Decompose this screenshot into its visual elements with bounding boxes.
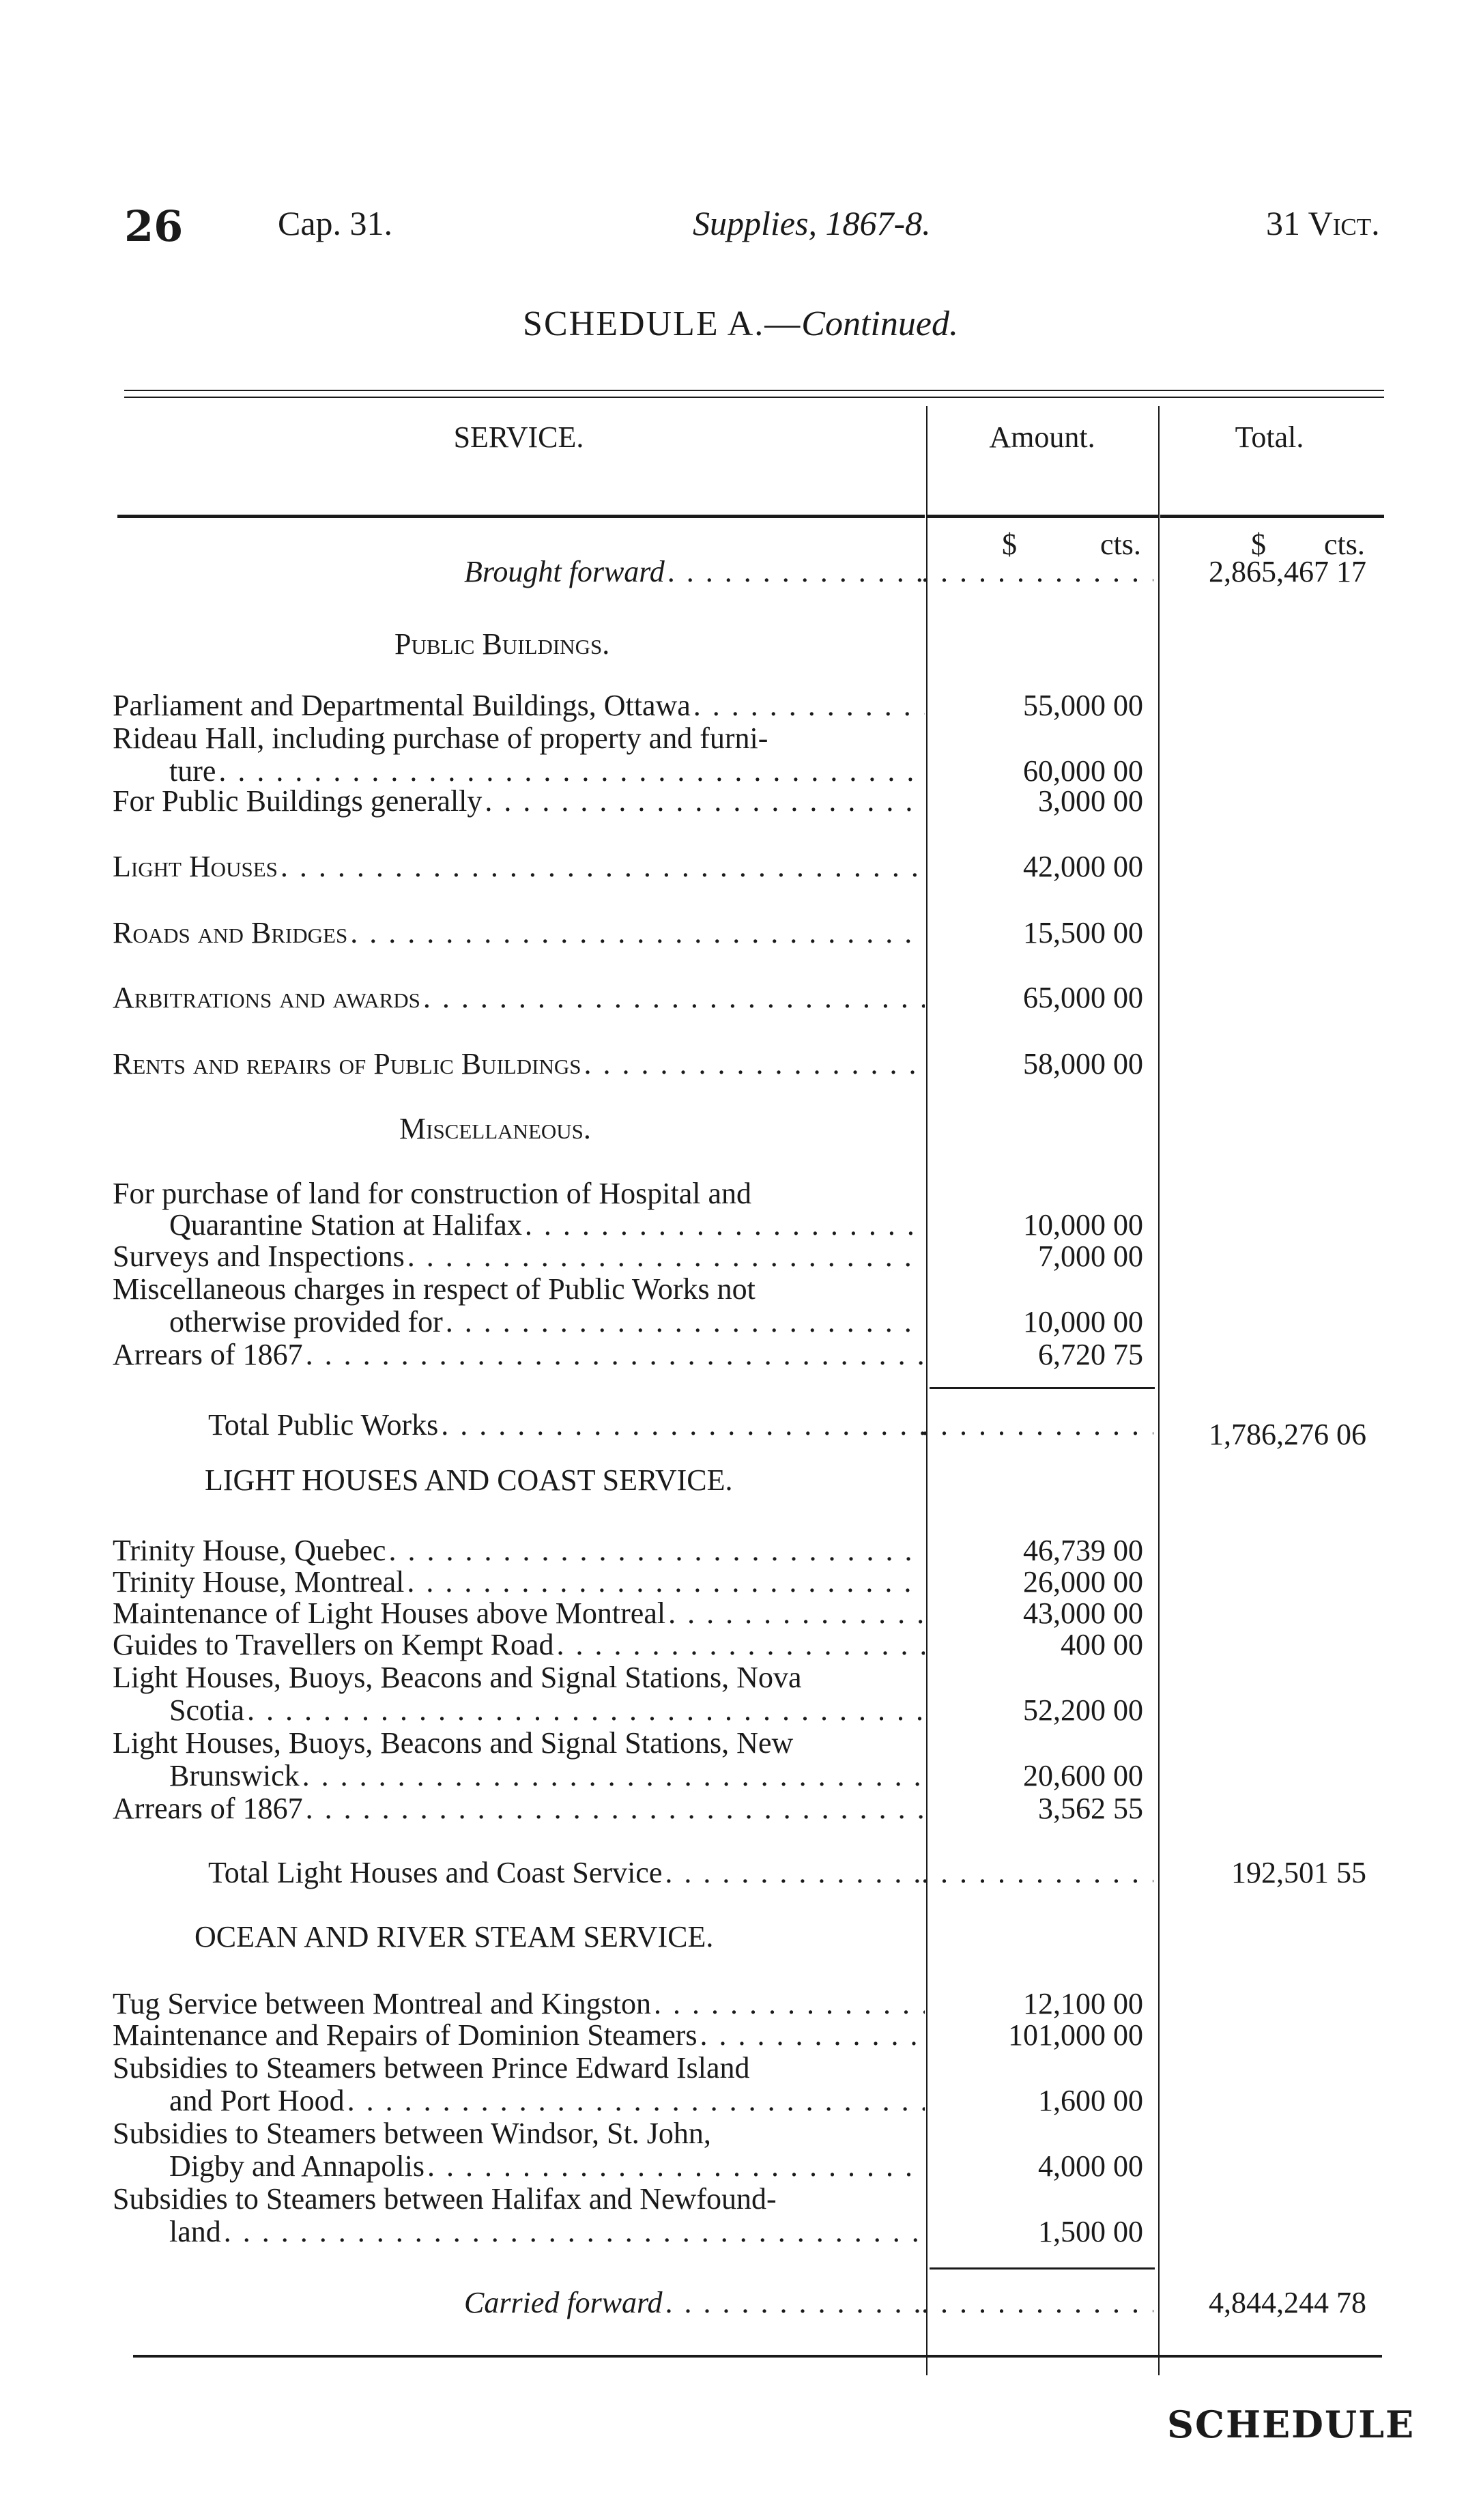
carried-forward-label: Carried forward . . . <box>464 2287 925 2319</box>
item-new-brunswick: Brunswick . . . 20,600 00 <box>0 1760 1481 1792</box>
item-windsor-digby: Digby and Annapolis . . . 4,000 00 <box>0 2150 1481 2183</box>
item-dominion-steamers: Maintenance and Repairs of Dominion Steamers . . . 101,000 00 <box>0 2019 1481 2052</box>
top-rule-1 <box>124 390 1384 391</box>
chapter-number: Cap. 31. <box>278 204 393 242</box>
item-parliament-buildings: Parliament and Departmental Buildings, Ottawa . . . 55,000 00 <box>0 689 1481 722</box>
item-maintenance-lighthouses: Maintenance of Light Houses above Montreal . . . 43,000 00 <box>0 1597 1481 1630</box>
item-public-buildings-generally: For Public Buildings generally . . . 3,000 00 <box>0 785 1481 818</box>
item-nova-scotia: Scotia . . . 52,200 00 <box>0 1694 1481 1727</box>
item-pei-port-hood-line1: Subsidies to Steamers between Prince Edward Island <box>113 2052 750 2085</box>
top-rule-2 <box>124 397 1384 398</box>
amount-light-houses: 42,000 00 <box>1023 850 1143 883</box>
amount-tug-service: 12,100 00 <box>1023 1987 1143 2020</box>
item-arbitrations-awards: Arbitrations and awards . . . 65,000 00 <box>0 982 1481 1014</box>
amount-trinity-quebec: 46,739 00 <box>1023 1534 1143 1567</box>
item-rideau-hall: ture . . . 60,000 00 <box>0 755 1481 788</box>
catchword: SCHEDULE <box>1167 2403 1415 2446</box>
amount-rents-repairs: 58,000 00 <box>1023 1047 1143 1080</box>
item-trinity-quebec: Trinity House, Quebec . . . 46,739 00 <box>0 1534 1481 1567</box>
header-rule-amount <box>928 515 1158 518</box>
total-public-works-value: 1,786,276 06 <box>1209 1418 1366 1451</box>
brought-forward-label: Brought forward . . . <box>464 556 925 588</box>
schedule-title <box>0 304 1481 344</box>
item-rents-repairs: Rents and repairs of Public Buildings . . . 58,000 00 <box>0 1048 1481 1080</box>
amount-pei-port-hood: 1,600 00 <box>1038 2084 1143 2117</box>
item-trinity-montreal: Trinity House, Montreal . . . 26,000 00 <box>0 1566 1481 1599</box>
total-public-works-dots <box>921 1409 1153 1442</box>
act-title-year: , 1867-8. <box>808 204 931 242</box>
total-cents-unit: cts. <box>1324 528 1365 561</box>
carried-forward-total: 4,844,244 78 <box>1209 2286 1366 2319</box>
schedule-title-continued: Continued. <box>801 304 958 343</box>
item-windsor-digby-line1: Subsidies to Steamers between Windsor, St. John, <box>113 2117 711 2150</box>
total-light-houses-dots <box>921 1857 1153 1889</box>
item-halifax-newfoundland: land . . . 1,500 00 <box>0 2216 1481 2248</box>
brought-forward-total: 2,865,467 17 <box>1209 555 1366 588</box>
item-hospital-land: Quarantine Station at Halifax . . . 10,000 00 <box>0 1209 1481 1242</box>
amount-parliament-buildings: 55,000 00 <box>1023 689 1143 722</box>
item-tug-service: Tug Service between Montreal and Kingston . . . 12,100 00 <box>0 1988 1481 2020</box>
column-header-total: Total. <box>1235 420 1304 454</box>
amount-public-buildings-generally: 3,000 00 <box>1038 784 1143 818</box>
amount-windsor-digby: 4,000 00 <box>1038 2149 1143 2183</box>
column-header-amount: Amount. <box>989 420 1095 454</box>
amount-misc-charges: 10,000 00 <box>1023 1305 1143 1338</box>
amount-cents-unit: cts. <box>1100 528 1141 561</box>
item-misc-charges: otherwise provided for . . . 10,000 00 <box>0 1306 1481 1338</box>
column-header-service: SERVICE. <box>453 420 584 454</box>
amount-dollar-unit: $ <box>1002 528 1017 561</box>
section-miscellaneous: Miscellaneous. <box>399 1112 591 1145</box>
amount-dominion-steamers: 101,000 00 <box>1008 2018 1143 2052</box>
item-surveys-inspections: Surveys and Inspections . . . 7,000 00 <box>0 1240 1481 1273</box>
item-light-houses: Light Houses . . . 42,000 00 <box>0 850 1481 883</box>
amount-roads-bridges: 15,500 00 <box>1023 916 1143 949</box>
subtotal-rule-carried-forward <box>930 2267 1155 2270</box>
section-light-houses-coast: LIGHT HOUSES AND COAST SERVICE. <box>205 1463 733 1497</box>
item-nova-scotia-line1: Light Houses, Buoys, Beacons and Signal Stations, Nova <box>113 1661 802 1694</box>
item-rideau-hall-line1: Rideau Hall, including purchase of property and furni- <box>113 722 768 755</box>
amount-arrears-1867-pw: 6,720 75 <box>1038 1338 1143 1371</box>
section-public-buildings: Public Buildings. <box>394 627 610 661</box>
section-ocean-river: OCEAN AND RIVER STEAM SERVICE. <box>195 1920 714 1953</box>
act-title <box>693 203 931 243</box>
amount-trinity-montreal: 26,000 00 <box>1023 1565 1143 1599</box>
item-arrears-1867-lh: Arrears of 1867 . . . 3,562 55 <box>0 1792 1481 1825</box>
brought-forward-row <box>0 556 1481 588</box>
total-light-houses-row: Total Light Houses and Coast Service . . . . . . 192,501 55 <box>0 1857 1481 1889</box>
amount-surveys-inspections: 7,000 00 <box>1038 1240 1143 1273</box>
header-rule-service <box>117 515 925 518</box>
total-dollar-unit: $ <box>1251 528 1266 561</box>
item-hospital-land-line1: For purchase of land for construction of Hospital and <box>113 1177 751 1210</box>
item-guides-kempt-road: Guides to Travellers on Kempt Road . . . 400 00 <box>0 1629 1481 1661</box>
carried-forward-dots <box>921 2287 1153 2319</box>
amount-nova-scotia: 52,200 00 <box>1023 1693 1143 1727</box>
item-arrears-1867-pw: Arrears of 1867 . . . 6,720 75 <box>0 1338 1481 1371</box>
total-light-houses-value: 192,501 55 <box>1231 1856 1366 1889</box>
header-rule-total <box>1160 515 1384 518</box>
amount-rideau-hall: 60,000 00 <box>1023 754 1143 788</box>
amount-arrears-1867-lh: 3,562 55 <box>1038 1792 1143 1825</box>
subtotal-rule-public-works <box>930 1387 1155 1389</box>
act-title-italic: Supplies <box>693 204 809 242</box>
item-misc-charges-line1: Miscellaneous charges in respect of Public Works not <box>113 1273 756 1306</box>
item-new-brunswick-line1: Light Houses, Buoys, Beacons and Signal Stations, New <box>113 1727 794 1760</box>
page-number: 26 <box>124 201 184 251</box>
amount-arbitrations-awards: 65,000 00 <box>1023 981 1143 1014</box>
item-halifax-newfoundland-line1: Subsidies to Steamers between Halifax and Newfound- <box>113 2183 777 2216</box>
amount-guides-kempt-road: 400 00 <box>1061 1628 1143 1661</box>
amount-maintenance-lighthouses: 43,000 00 <box>1023 1597 1143 1630</box>
bottom-rule <box>133 2355 1382 2358</box>
carried-forward-row <box>0 2287 1481 2319</box>
brought-forward-amount-dots <box>921 556 1153 588</box>
amount-hospital-land: 10,000 00 <box>1023 1208 1143 1242</box>
schedule-title-main: SCHEDULE A.— <box>523 304 802 343</box>
amount-new-brunswick: 20,600 00 <box>1023 1759 1143 1792</box>
item-pei-port-hood: and Port Hood . . . 1,600 00 <box>0 2085 1481 2117</box>
amount-halifax-newfoundland: 1,500 00 <box>1038 2215 1143 2248</box>
regnal-year: 31 Vict. <box>1266 204 1380 242</box>
total-public-works-row: Total Public Works . . . . . . 1,786,276 06 <box>0 1409 1481 1442</box>
item-roads-bridges: Roads and Bridges . . . 15,500 00 <box>0 917 1481 949</box>
